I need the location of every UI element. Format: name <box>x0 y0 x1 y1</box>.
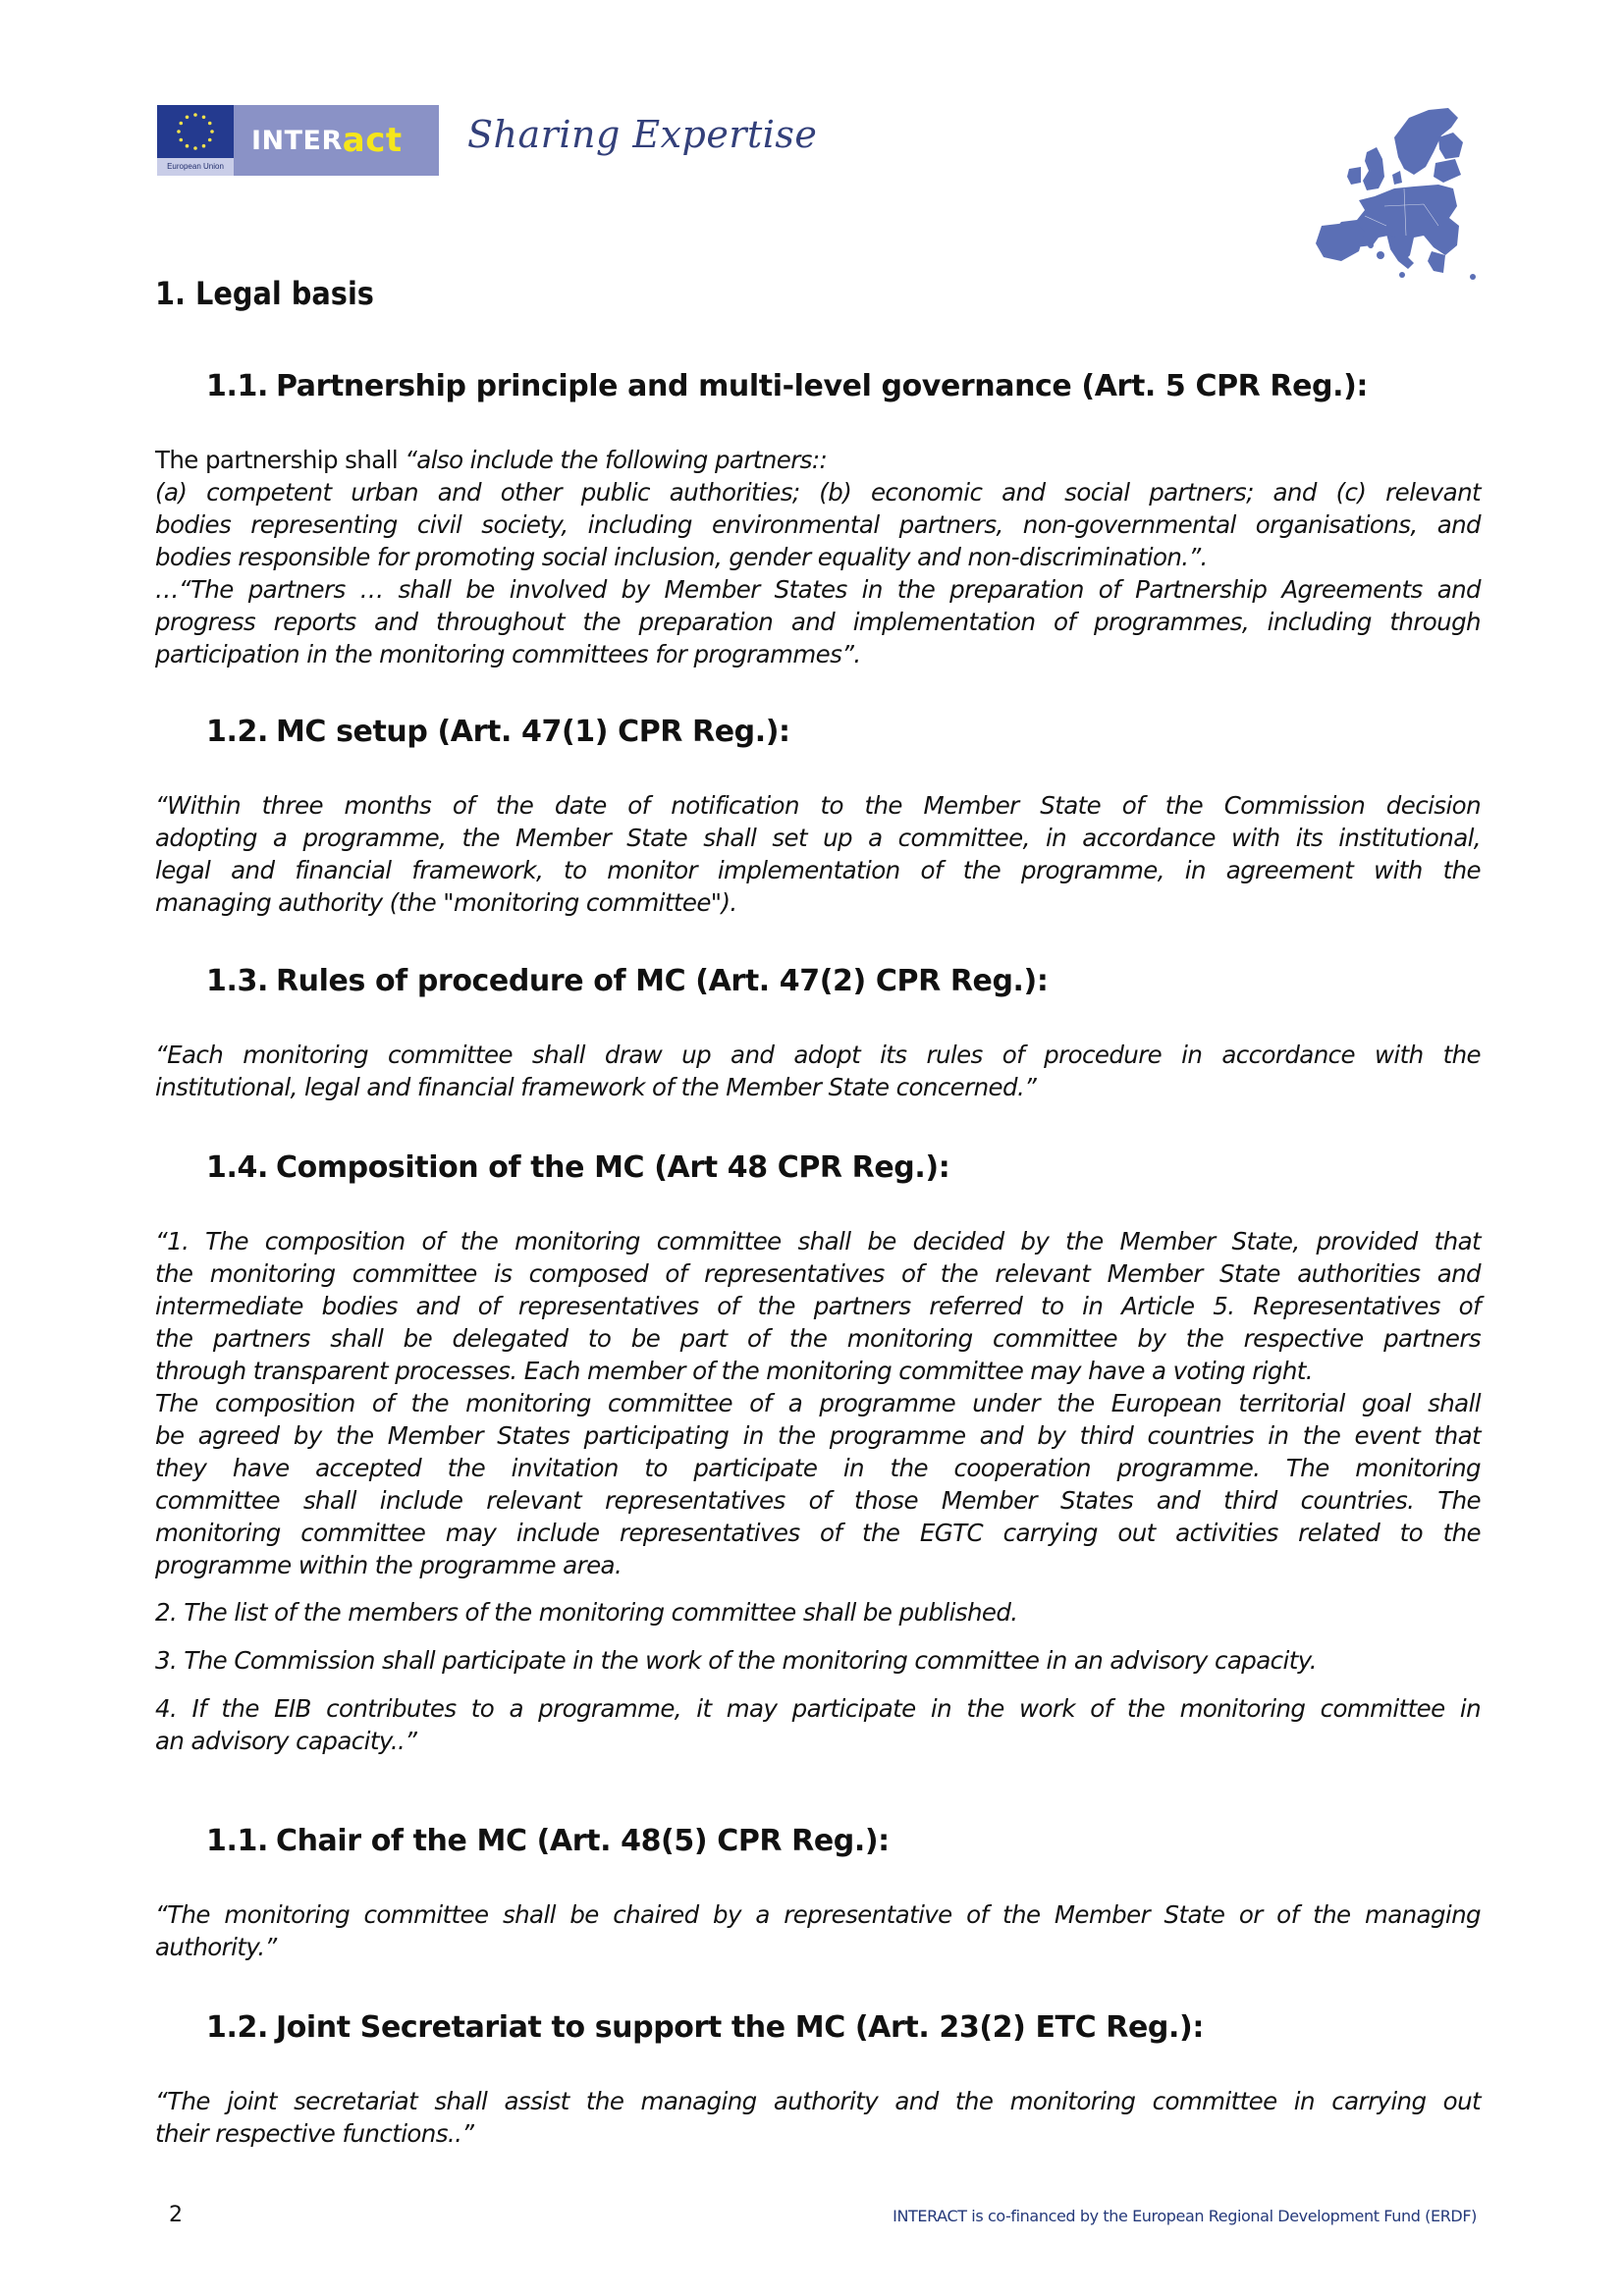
eu-star-icon <box>202 115 206 119</box>
text-line: managing authority (the "monitoring committee"). <box>155 888 737 917</box>
tagline: Sharing Expertise <box>467 113 818 156</box>
text-line: committee shall include relevant representatives of those Member States and third countries. The <box>155 1486 1481 1515</box>
text-line: (a) competent urban and other public authorities; (b) economic and social partners; and (c) relevant <box>155 478 1481 507</box>
text-line: “The joint secretariat shall assist the managing authority and the monitoring committee in carrying out <box>155 2087 1481 2115</box>
page-number: 2 <box>169 2203 183 2227</box>
subsection-title: Composition of the MC (Art 48 CPR Reg.): <box>275 1150 950 1185</box>
page-header <box>0 0 1624 294</box>
eu-star-icon <box>193 113 197 117</box>
text-line: “Within three months of the date of notification to the Member State of the Commission decision <box>155 791 1481 820</box>
subsection-heading <box>206 1150 949 1185</box>
subsection-body <box>155 2085 1481 2150</box>
text-line: “The monitoring committee shall be chaired by a representative of the Member State or of the managing <box>155 1900 1481 1929</box>
eu-star-icon <box>208 122 212 126</box>
eu-star-icon <box>179 138 183 142</box>
subsection-title: Chair of the MC (Art. 48(5) CPR Reg.): <box>275 1824 890 1858</box>
eu-star-icon <box>202 144 206 148</box>
text-line: through transparent processes. Each member of the monitoring committee may have a voting right. <box>155 1357 1313 1385</box>
text-line: adopting a programme, the Member State shall set up a committee, in accordance with its institutional, <box>155 824 1481 852</box>
subsection-body <box>155 789 1481 919</box>
europe-map-icon <box>1276 98 1492 285</box>
lead-text: The partnership shall <box>155 446 406 474</box>
text-line: 4. If the EIB contributes to a programme, it may participate in the work of the monitoring committee in <box>155 1694 1481 1723</box>
text-line: legal and financial framework, to monitor implementation of the programme, in agreement with the <box>155 856 1481 884</box>
subsection-body <box>155 1039 1481 1103</box>
logo-act-text: act <box>342 121 403 160</box>
text-line <box>155 444 1481 476</box>
subsection-heading <box>206 369 1368 403</box>
eu-star-icon <box>177 130 181 133</box>
footer-note: INTERACT is co-financed by the European Regional Development Fund (ERDF) <box>893 2207 1477 2225</box>
eu-star-icon <box>193 146 197 150</box>
subsection-title: Partnership principle and multi-level governance (Art. 5 CPR Reg.): <box>275 369 1369 403</box>
interact-wordmark <box>234 105 439 176</box>
subsection-number: 1.1. <box>206 369 268 403</box>
text-line: authority.” <box>155 1933 277 1961</box>
text-line: institutional, legal and financial framework of the Member State concerned.” <box>155 1073 1037 1101</box>
subsection-body <box>155 1596 1481 1629</box>
text-line: “Each monitoring committee shall draw up and adopt its rules of procedure in accordance with the <box>155 1041 1481 1069</box>
subsection-body <box>155 1225 1481 1387</box>
text-line: be agreed by the Member States participating in the programme and by third countries in the event that <box>155 1421 1481 1450</box>
subsection-body <box>155 1692 1481 1757</box>
subsection-title: Joint Secretariat to support the MC (Art. 23(2) ETC Reg.): <box>275 2010 1204 2045</box>
eu-star-icon <box>186 144 189 148</box>
subsection-title: Rules of procedure of MC (Art. 47(2) CPR Reg.): <box>275 964 1049 998</box>
subsection-body <box>155 1898 1481 1963</box>
eu-emblem <box>157 105 234 176</box>
eu-label: European Union <box>157 158 234 176</box>
text-line: participation in the monitoring committees for programmes”. <box>155 640 861 668</box>
subsection-number: 1.3. <box>206 964 268 998</box>
text-line: …“The partners … shall be involved by Member States in the preparation of Partnership Agreements and <box>155 575 1481 604</box>
text-line: The composition of the monitoring committee of a programme under the European territorial goal shall <box>155 1389 1481 1417</box>
logo-inter-text: INTER <box>251 125 343 156</box>
text-line: their respective functions..” <box>155 2119 474 2148</box>
eu-flag-icon <box>157 105 234 158</box>
subsection-heading <box>206 715 790 749</box>
subsection-number: 1.4. <box>206 1150 268 1185</box>
subsection-heading <box>206 964 1048 998</box>
text-line: bodies representing civil society, including environmental partners, non-governmental organisations, and <box>155 510 1481 539</box>
subsection-body <box>155 1644 1481 1677</box>
subsection-title: MC setup (Art. 47(1) CPR Reg.): <box>275 715 790 749</box>
subsection-number: 1.2. <box>206 715 268 749</box>
section-title: 1. Legal basis <box>155 275 374 312</box>
subsection-body <box>155 444 1481 670</box>
text-line: they have accepted the invitation to participate in the cooperation programme. The monitoring <box>155 1454 1481 1482</box>
text-line: the monitoring committee is composed of representatives of the relevant Member State authorities and <box>155 1259 1481 1288</box>
text-line: the partners shall be delegated to be part of the monitoring committee by the respective partners <box>155 1324 1481 1353</box>
text-line: bodies responsible for promoting social inclusion, gender equality and non-discrimination.”. <box>155 543 1208 571</box>
text-line: 3. The Commission shall participate in the work of the monitoring committee in an advisory capacity. <box>155 1646 1317 1675</box>
subsection-heading <box>206 2010 1204 2045</box>
text-line: progress reports and throughout the preparation and implementation of programmes, including through <box>155 608 1481 636</box>
subsection-number: 1.2. <box>206 2010 268 2045</box>
text-line: programme within the programme area. <box>155 1551 623 1579</box>
text-line: 2. The list of the members of the monitoring committee shall be published. <box>155 1598 1018 1627</box>
eu-star-icon <box>210 130 214 133</box>
text-line: monitoring committee may include representatives of the EGTC carrying out activities related to the <box>155 1519 1481 1547</box>
subsection-body <box>155 1387 1481 1581</box>
subsection-heading <box>206 1824 890 1858</box>
eu-star-icon <box>186 115 189 119</box>
text-line: an advisory capacity..” <box>155 1727 417 1755</box>
text-line: intermediate bodies and of representatives of the partners referred to in Article 5. Representatives of <box>155 1292 1481 1320</box>
text-line: “1. The composition of the monitoring committee shall be decided by the Member State, provided that <box>155 1227 1481 1255</box>
quote-text: “also include the following partners:: <box>405 446 828 474</box>
eu-star-icon <box>208 138 212 142</box>
eu-star-icon <box>179 122 183 126</box>
subsection-number: 1.1. <box>206 1824 268 1858</box>
interact-logo <box>157 105 439 176</box>
